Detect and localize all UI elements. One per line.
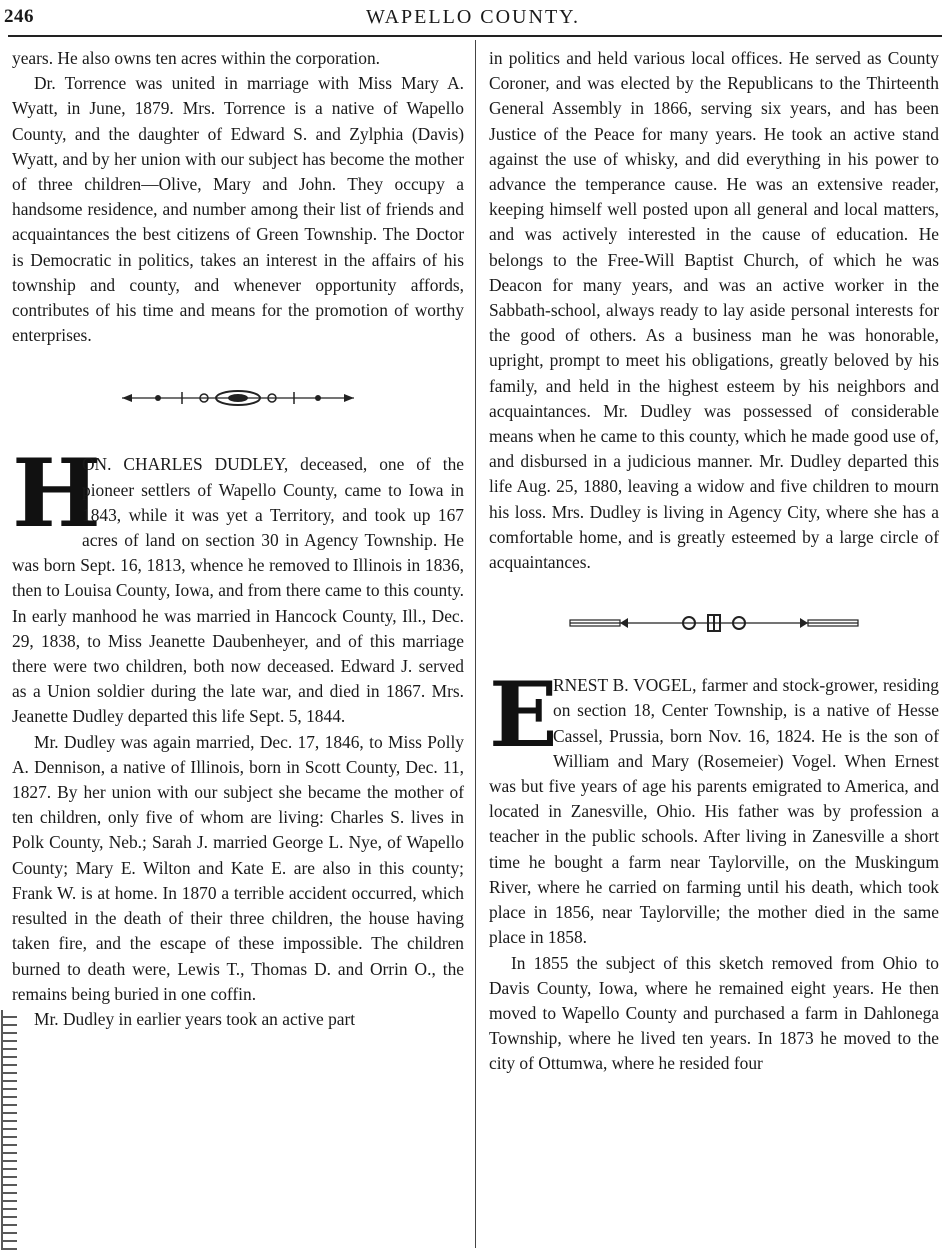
vogel-iowa-paragraph: In 1855 the subject of this sketch removed from Ohio to Davis County, Iowa, where he remained eight years. He then moved to Wapello County and purchased a farm in Dahlonega Township, where he lived ten years. In 1873 he moved to the city of Ottumwa, where he resided four [489, 952, 939, 1074]
ornament-rule-icon [564, 612, 864, 634]
ornament-rule-icon [118, 388, 358, 408]
dudley-intro-paragraph [12, 439, 464, 729]
dudley-intro-text: ON. CHARLES DUDLEY, deceased, one of the pioneer settlers of Wapello County, came to Iowa in 1843, while it was yet a Territory, and took up 167 acres of land on section 30 in Agency Township. He was born Sept. 16, 1813, whence he removed to Illinois in 1836, then to Louisa County, Iowa, and from there came to this county. In early manhood he was married in Hancock County, Ill., Dec. 29, 1838, to Miss Jeanette Daubenheyer, and of this marriage there were two children, both now deceased. Edward J. served as a Union soldier during the late war, and died in 1867. Mrs. Jeanette Dudley departed this life Sept. 5, 1844. [12, 454, 464, 727]
header-rule [8, 35, 942, 37]
page-edge-marks [1, 1010, 17, 1250]
dropcap-h: H [12, 439, 101, 550]
vogel-intro-text: RNEST B. VOGEL, farmer and stock-grower, residing on section 18, Center Township, is a native of Hesse Cassel, Prussia, born Nov. 16, 1824. He is the son of William and Mary (Rosemeier) Vogel. When Ernest was but five years of age his parents emigrated to America, and located in Zanesville, Ohio. His father was by profession a teacher in the public schools. After living in Zanesville a short time he bought a farm near Taylorville, on the Muskingum River, where he carried on farming until his death, which took place in 1856, near Taylorville; the mother died in the same place in 1858. [489, 675, 939, 948]
column-divider [475, 40, 476, 1248]
dudley-politics-start: Mr. Dudley in earlier years took an active part [34, 1008, 356, 1029]
torrence-marriage-paragraph: Dr. Torrence was united in marriage with Miss Mary A. Wyatt, in June, 1879. Mrs. Torrence is a native of Wapello County, and the daughter of Edward S. and Zylphia (Davis) Wyatt, and by her union with our subject has become the mother of three children—Olive, Mary and John. They occupy a handsome residence, and number among their list of friends and acquaintances the best citizens of Green Township. The Doctor is Democratic in politics, takes an interest in the affairs of his township and county, and whenever opportunity affords, contributes of his time and means for the promotion of worthy enterprises. [12, 73, 464, 346]
page-number: 246 [4, 6, 34, 27]
torrence-continuation: years. He also owns ten acres within the corporation. [12, 48, 380, 68]
dudley-second-marriage-paragraph: Mr. Dudley was again married, Dec. 17, 1846, to Miss Polly A. Dennison, a native of Illinois, born in Scott County, Dec. 11, 1827. By her union with our subject she became the mother of ten children, only five of whom are living: Charles S. lives in Polk County, Neb.; Sarah J. married George L. Nye, of Wapello County; Mary E. Wilton and Kate E. are also in this county; Frank W. is at home. In 1870 a terrible accident occurred, which resulted in the death of their three children, the house having taken fire, and the escape of these impossible. The children burned to death were, Lewis T., Thomas D. and Orrin O., the remains being buried in one coffin. [12, 731, 464, 1004]
vogel-intro-paragraph [489, 662, 939, 950]
dropcap-e: E [489, 662, 558, 769]
section-ornament-left [12, 378, 464, 418]
right-column [489, 46, 939, 1077]
left-column [12, 46, 464, 1032]
section-ornament-right [489, 603, 939, 643]
dudley-politics-continuation: in politics and held various local offices. He served as County Coroner, and was elected by the Republicans to the Thirteenth General Assembly in 1866, serving six years, and has been Justice of the Peace for many years. He took an active stand against the use of whisky, and did everything in his power to advance the temperance cause. He was an extensive reader, keeping himself well posted upon all general and local matters, and was actively interested in the cause of education. He belongs to the Free-Will Baptist Church, of which he was Deacon for many years, and was an active worker in the Sabbath-school, always ready to lay aside personal interests for the good of others. As a business man he was honorable, upright, prompt to meet his obligations, greatly beloved by his family, and held in the highest esteem by his neighbors and acquaintances. Mr. Dudley was possessed of considerable means when he came to this county, which he made good use of, and disbursed in a judicious manner. Mr. Dudley departed this life Aug. 25, 1880, leaving a widow and five children to mourn his loss. Mrs. Dudley is living in Agency City, where she has a comfortable home, and is greatly esteemed by a large circle of acquaintances. [489, 48, 939, 573]
running-head: WAPELLO COUNTY. [365, 6, 581, 28]
